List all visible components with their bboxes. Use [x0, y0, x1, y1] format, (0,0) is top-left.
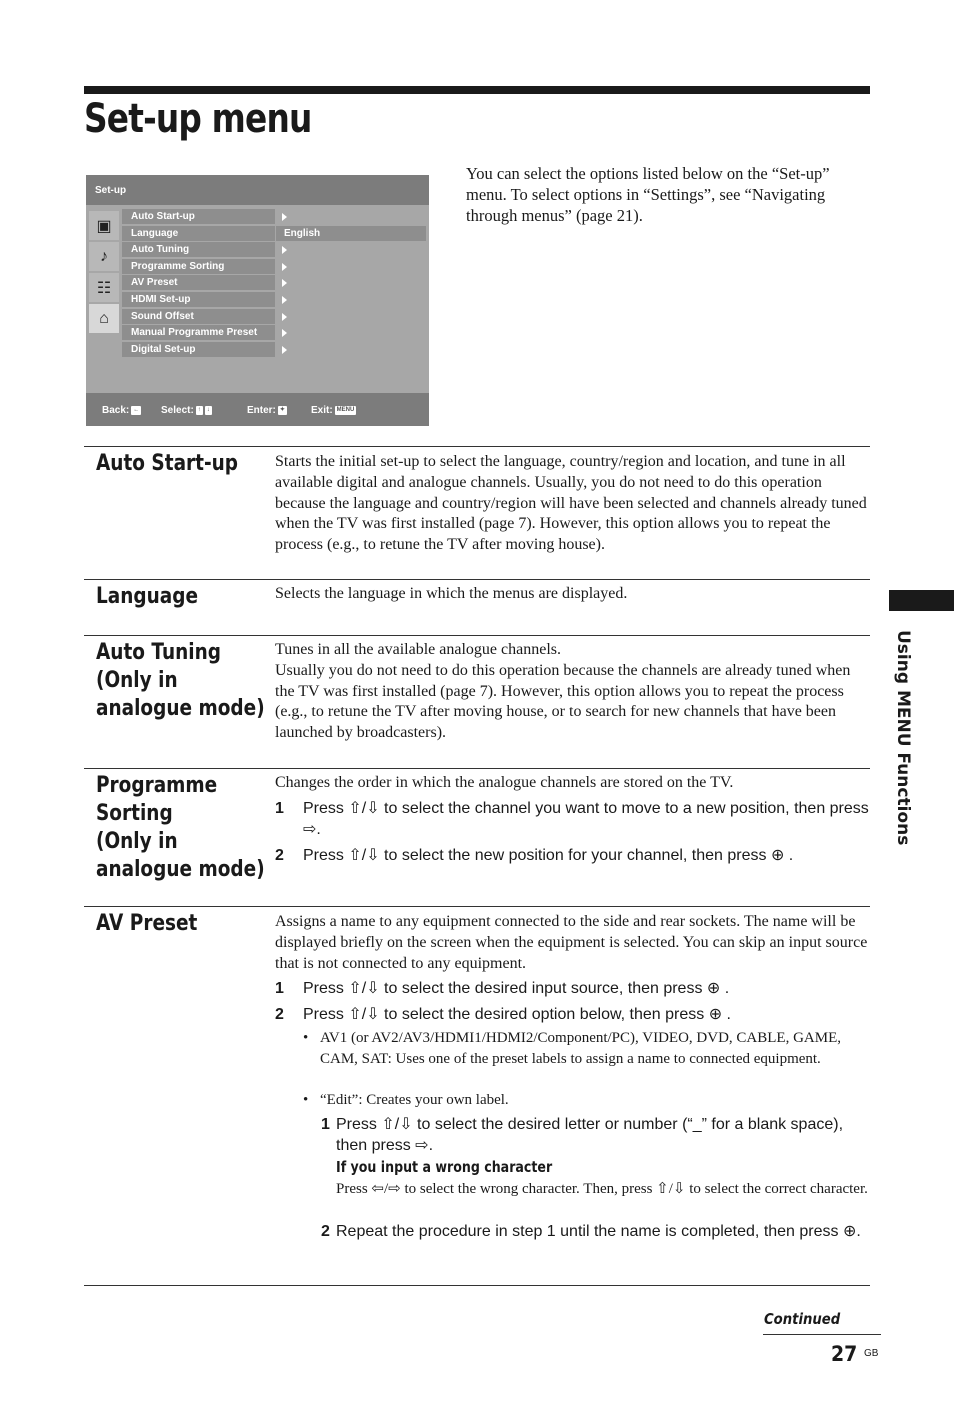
- section-body-programme-sorting: Changes the order in which the analogue channels are stored on the TV.: [275, 774, 734, 791]
- heading-line: Programme: [96, 773, 218, 798]
- bullet-dot: •: [303, 1092, 309, 1108]
- osd-menu-item: [122, 209, 275, 224]
- arrow-right-icon: [282, 246, 287, 254]
- section-body-auto-startup: Starts the initial set-up to select the language, country/region and location, and tune in all available digital and analogue channels. Usually, you do not need to do this operation because the language and country/region will have been selected and channels already tuned when the TV was first installed (page 7). However, this option allows you to repeat the process (e.g., to retune the TV after moving house).: [275, 453, 867, 554]
- section-heading-auto-tuning: [96, 639, 265, 723]
- osd-menu-item: [122, 242, 275, 257]
- toolbox-icon: ⌂: [89, 304, 119, 333]
- arrow-right-icon: [282, 313, 287, 321]
- page-number: 27: [831, 1342, 858, 1366]
- step-text: Press ⇧/⇩ to select the desired option below, then press ⊕ .: [303, 1006, 731, 1023]
- substep-item: [321, 1114, 869, 1156]
- checklist-icon: ☷: [89, 273, 119, 302]
- osd-selected-value: English: [276, 226, 426, 241]
- wrong-character-heading: If you input a wrong character: [336, 1158, 553, 1176]
- section-rule: [84, 906, 870, 907]
- osd-menu-label: AV Preset: [131, 277, 178, 289]
- substep-item: [321, 1221, 869, 1242]
- osd-menu-label: Auto Tuning: [131, 244, 190, 256]
- osd-menu-item: [122, 259, 275, 274]
- bullet-item: [303, 1028, 869, 1069]
- osd-menu-label: Sound Offset: [131, 310, 194, 322]
- section-rule: [84, 768, 870, 769]
- up-arrow-icon: ↑: [197, 406, 201, 413]
- step-text: Press ⇧/⇩ to select the channel you want to move to a new position, then press ⇨.: [303, 800, 869, 838]
- bullet-item: [303, 1090, 869, 1111]
- osd-hint-enter: [247, 405, 287, 416]
- bullet-text: AV1 (or AV2/AV3/HDMI1/HDMI2/Component/PC), VIDEO, DVD, CABLE, GAME, CAM, SAT: Uses one of the preset labels to assign a name to connected equipment.: [320, 1030, 841, 1067]
- section-heading-language: Language: [96, 584, 199, 609]
- step-number: 2: [275, 847, 284, 864]
- osd-footer: [86, 393, 429, 426]
- section-rule: [84, 446, 870, 447]
- continued-label: Continued: [764, 1310, 841, 1328]
- osd-menu-label: Language: [131, 227, 179, 239]
- section-body-auto-tuning: [275, 640, 869, 744]
- osd-hint-label: Select:: [161, 405, 194, 416]
- osd-menu-label: HDMI Set-up: [131, 293, 191, 305]
- osd-hint-select: [161, 405, 212, 416]
- osd-title: Set-up: [95, 185, 127, 196]
- heading-line: Sorting: [96, 801, 173, 826]
- heading-line: analogue mode): [96, 696, 265, 721]
- step-text: Press ⇧/⇩ to select the new position for your channel, then press ⊕ .: [303, 847, 794, 864]
- osd-menu-item: [122, 226, 275, 241]
- step-item: [275, 798, 869, 840]
- substep-text: Press ⇧/⇩ to select the desired letter or number (“_” for a blank space), then press ⇨.: [336, 1116, 844, 1154]
- osd-icon-column: [89, 211, 119, 335]
- down-arrow-icon: ↓: [206, 406, 210, 413]
- body-line: Tunes in all the available analogue channels.: [275, 641, 561, 658]
- continued-rule: [763, 1334, 881, 1335]
- section-heading-auto-startup: Auto Start-up: [96, 451, 239, 476]
- section-body-language: Selects the language in which the menus are displayed.: [275, 585, 628, 602]
- osd-menu-item: [122, 292, 275, 307]
- osd-menu-list: [122, 209, 275, 358]
- step-item: [275, 978, 869, 999]
- osd-menu-item: [122, 309, 275, 324]
- arrow-right-icon: [282, 263, 287, 271]
- step-text: Press ⇧/⇩ to select the desired input source, then press ⊕ .: [303, 980, 730, 997]
- step-number: 1: [275, 980, 284, 997]
- osd-menu-item: [122, 275, 275, 290]
- heading-line: (Only in: [96, 829, 178, 854]
- arrow-right-icon: [282, 279, 287, 287]
- step-item: [275, 845, 869, 866]
- step-item: [275, 1004, 869, 1025]
- setup-menu-screenshot: [86, 175, 429, 426]
- section-rule: [84, 1285, 870, 1286]
- osd-menu-label: Auto Start-up: [131, 211, 195, 222]
- bullet-text: “Edit”: Creates your own label.: [320, 1092, 509, 1108]
- osd-hint-label: Back:: [102, 405, 130, 416]
- top-rule: [84, 86, 870, 94]
- substep-number: 2: [321, 1223, 330, 1240]
- page-title: Set-up menu: [84, 96, 312, 142]
- osd-header: [86, 175, 429, 205]
- osd-menu-item: [122, 325, 275, 340]
- section-rule: [84, 635, 870, 636]
- arrow-right-icon: [282, 346, 287, 354]
- section-rule: [84, 579, 870, 580]
- heading-line: analogue mode): [96, 857, 265, 882]
- arrow-right-icon: [282, 296, 287, 304]
- osd-menu-label: Programme Sorting: [131, 260, 225, 272]
- heading-line: Auto Tuning: [96, 640, 222, 665]
- intro-paragraph: You can select the options listed below on the “Set-up” menu. To select options in “Settings”, see “Navigating through menus” (page 21).: [466, 164, 830, 225]
- osd-menu-item: [122, 342, 275, 357]
- section-body-av-preset: Assigns a name to any equipment connected to the side and rear sockets. The name will be displayed briefly on the screen when the equipment is selected. You can skip an input source that is not connected to any equipment.: [275, 913, 868, 972]
- step-number: 2: [275, 1006, 284, 1023]
- step-number: 1: [275, 800, 284, 817]
- heading-line: (Only in: [96, 668, 178, 693]
- music-note-icon: ♪: [89, 242, 119, 271]
- section-heading-av-preset: AV Preset: [96, 911, 198, 936]
- substep-text: Repeat the procedure in step 1 until the name is completed, then press ⊕.: [336, 1223, 861, 1240]
- arrow-right-icon: [282, 329, 287, 337]
- osd-menu-label: Manual Programme Preset: [131, 327, 258, 339]
- bullet-dot: •: [303, 1030, 309, 1046]
- side-tab-label: Using MENU Functions: [893, 630, 913, 846]
- arrow-right-icon: [282, 213, 287, 221]
- wrong-character-body: Press ⇦/⇨ to select the wrong character. Then, press ⇧/⇩ to select the correct character.: [336, 1181, 868, 1197]
- section-heading-programme-sorting: [96, 772, 265, 884]
- enter-icon: ✦: [279, 406, 285, 413]
- osd-hint-label: Enter:: [247, 405, 276, 416]
- osd-menu-label: Digital Set-up: [131, 343, 196, 355]
- substep-number: 1: [321, 1116, 330, 1133]
- region-code: GB: [864, 1348, 879, 1359]
- body-paragraph: Usually you do not need to do this operation because the channels are already tuned when the TV was first installed (page 7). However, this option allows you to repeat the process (e.g., to retune the TV after moving house, or to search for new channels that have been launched by broadcasters).: [275, 661, 851, 742]
- back-arrow-icon: ←: [133, 406, 140, 413]
- picture-icon: ▣: [89, 211, 119, 240]
- menu-key: MENU: [336, 406, 355, 413]
- side-tab-marker: [889, 590, 954, 611]
- osd-hint-back: [102, 405, 141, 416]
- osd-hint-label: Exit:: [311, 405, 333, 416]
- osd-hint-exit: [311, 405, 356, 416]
